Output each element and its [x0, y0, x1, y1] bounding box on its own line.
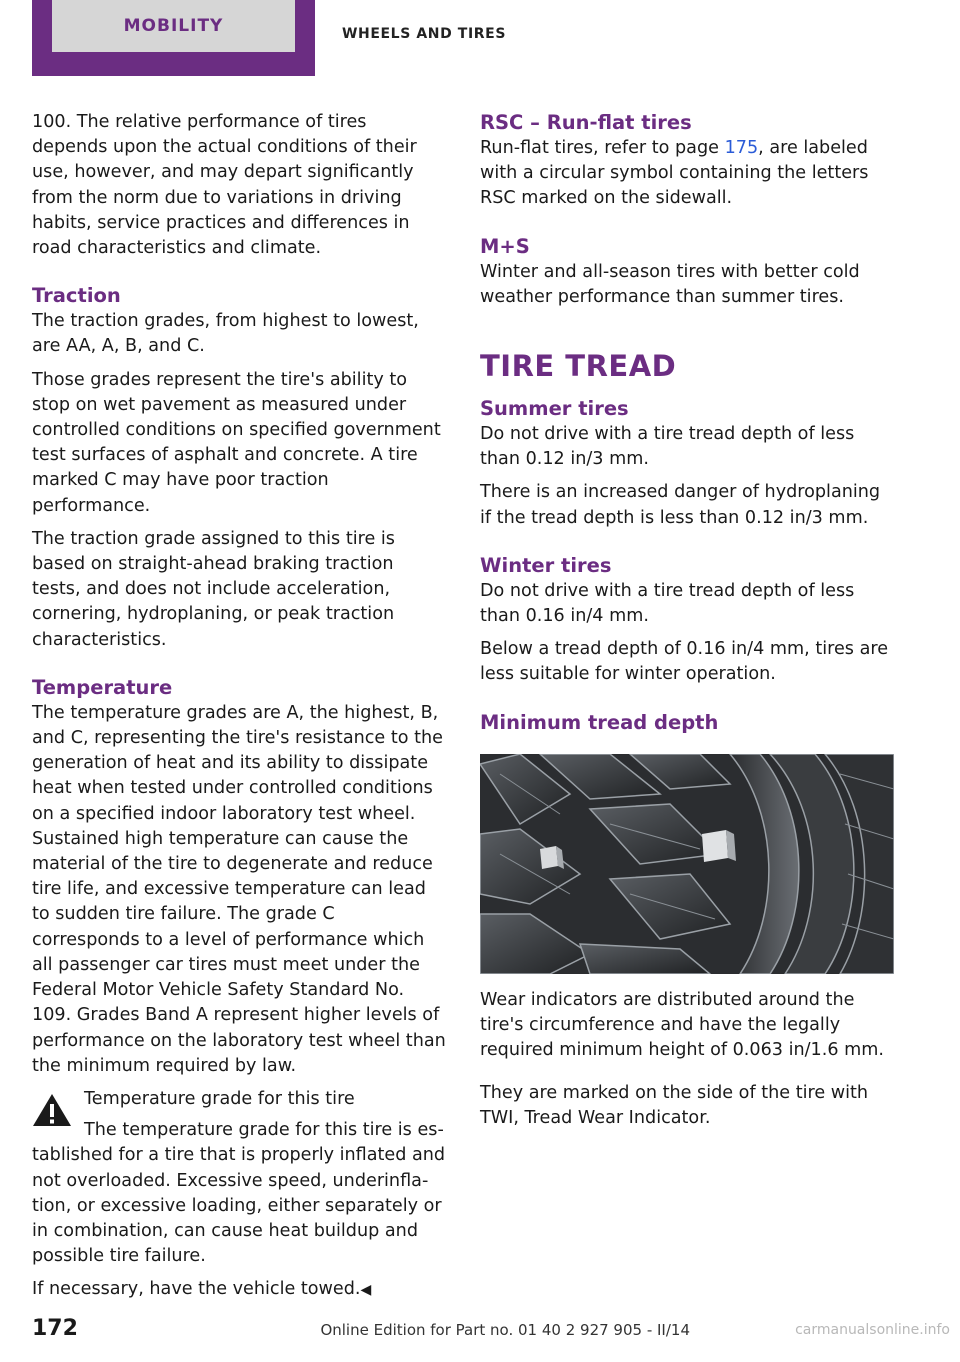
temperature-paragraph: The temperature grades are A, the highest, B, and C, representing the tire's resistance to the generation of heat and its ability to dissipate heat when tested under controlled conditions on a specified indoor laboratory test wheel. Sustained high temperature can cause the material of the tire to degenerate and reduce tire life, and excessive temperature can lead to sudden tire failure. The grade C corresponds to a level of performance which all passenger car tires must meet under the Federal Motor Vehicle Safety Standard No. 109. Grades Band A represent higher levels of performance on the laboratory test wheel than the minimum required by law. — [32, 702, 446, 1076]
towed-text: If necessary, have the vehicle towed. — [32, 1279, 361, 1300]
traction-paragraph-2: Those grades represent the tire's ability to stop on wet pavement as measured under controlled conditions on specified government test surfaces of asphalt and concrete. A tire marked C may have poor traction performance. — [32, 369, 441, 516]
winter-tires-heading: Winter tires — [480, 553, 612, 577]
right-column — [480, 110, 894, 1132]
winter-paragraph-2: Below a tread depth of 0.16 in/4 mm, tires are less suitable for winter operation. — [480, 639, 889, 685]
section-title: WHEELS AND TIRES — [342, 26, 506, 42]
ms-heading: M+S — [480, 234, 530, 258]
winter-paragraph-1: Do not drive with a tire tread depth of less than 0.16 in/4 mm. — [480, 580, 855, 627]
warning-title: Temperature grade for this tire — [84, 1088, 355, 1109]
warning-triangle-icon — [32, 1093, 72, 1127]
rsc-paragraph — [480, 136, 894, 212]
summer-tires-heading: Summer tires — [480, 397, 629, 421]
header-tab — [32, 0, 315, 76]
temperature-heading: Temperature — [32, 675, 173, 699]
warning-box — [32, 1087, 446, 1269]
wear-indicator-right — [702, 830, 736, 862]
towed-paragraph — [32, 1277, 446, 1303]
wear-indicator-left — [540, 846, 564, 869]
header-tab-inner — [52, 0, 295, 52]
tire-tread-heading: TIRE TREAD — [480, 349, 677, 384]
tire-tread-illustration — [480, 754, 894, 974]
warning-body: The temperature grade for this tire is established for a tire that is properly inflated and not overloaded. Excessive speed, underinflation, or excessive loading, either separately or in combination, can cause heat buildup and possible tire failure. — [32, 1120, 446, 1267]
rsc-text-before: Run-flat tires, refer to page — [480, 138, 725, 158]
left-column — [32, 110, 446, 1304]
minimum-tread-heading: Minimum tread depth — [480, 710, 719, 734]
watermark: carmanualsonline.info — [795, 1322, 950, 1338]
wear-paragraph-2: They are marked on the side of the tire with TWI, Tread Wear Indicator. — [480, 1083, 869, 1129]
ms-paragraph: Winter and all-season tires with better cold weather performance than summer tires. — [480, 261, 860, 307]
rsc-heading: RSC – Run-flat tires — [480, 111, 692, 134]
traction-heading: Traction — [32, 284, 121, 308]
edition-footer: Online Edition for Part no. 01 40 2 927 905 - II/14 — [320, 1321, 690, 1339]
traction-paragraph-1: The traction grades, from highest to lowest, are AA, A, B, and C. — [32, 311, 419, 357]
wear-paragraph-1: Wear indicators are distributed around the tire's circumference and have the legally required minimum height of 0.063 in/1.6 mm. — [480, 989, 884, 1061]
end-mark: ◀ — [360, 1282, 372, 1299]
page-number: 172 — [32, 1316, 78, 1341]
summer-paragraph-2: There is an increased danger of hydroplaning if the tread depth is less than 0.12 in/3 mm. — [480, 482, 881, 528]
summer-paragraph-1: Do not drive with a tire tread depth of less than 0.12 in/3 mm. — [480, 424, 855, 470]
rsc-text-after: , are labeled with a circular symbol containing the letters RSC marked on the sidewall. — [480, 138, 869, 209]
chapter-label: MOBILITY — [123, 16, 224, 36]
traction-paragraph-3: The traction grade assigned to this tire is based on straight-ahead braking traction tests, and does not include acceleration, cornering, hydroplaning, or peak traction characteristics. — [32, 528, 395, 650]
page-175-link[interactable]: 175 — [724, 138, 759, 158]
intro-paragraph: 100. The relative performance of tires depends upon the actual conditions of their use, however, and may depart significantly from the norm due to variations in driving habits, service practices and differences in road characteristics and climate. — [32, 112, 417, 259]
